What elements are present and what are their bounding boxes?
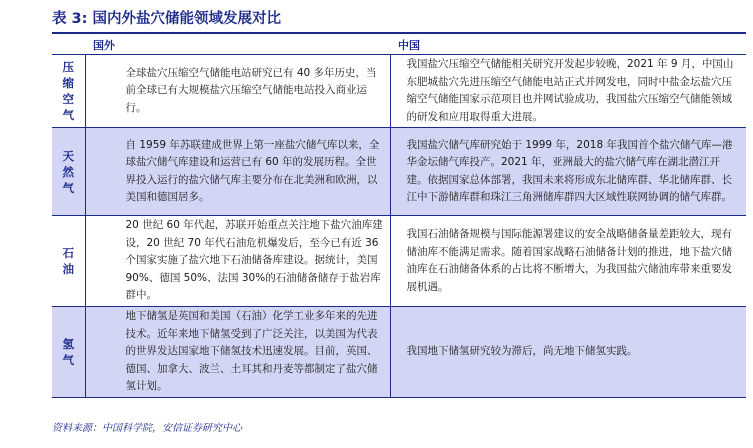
table-title: 表 3: 国内外盐穴储能领域发展对比 [52, 11, 281, 27]
title-underline [52, 32, 746, 34]
table-row-hydrogen [52, 307, 746, 398]
category-label: 石 油 [62, 246, 74, 276]
row-category [52, 307, 85, 398]
cell-china: 我国地下储氢研究较为滞后，尚无地下储氢实践。 [390, 307, 746, 398]
table-row-oil [52, 216, 746, 307]
cell-international: 自 1959 年苏联建成世界上第一座盐穴储气库以来，全球盐穴储气库建设和运营已有 60 年的发展历程。全世界投入运行的盐穴储气库主要分布在北美洲和欧洲，以美国和德国居多。 [85, 128, 390, 216]
header-international: 国外 [85, 35, 390, 55]
header-category [52, 35, 85, 55]
table-row-compressed-air [52, 55, 746, 128]
cell-international: 20 世纪 60 年代起，苏联开始重点关注地下盐穴油库建设，20 世纪 70 年代石油危机爆发后，至今已有近 36 个国家实施了盐穴地下石油储备库建设。据统计，美国 90%、德国 50%、法国 30%的石油储备储存于盐岩库群中。 [85, 216, 390, 307]
table-header-row [52, 35, 746, 55]
header-china: 中国 [390, 35, 746, 55]
row-category [52, 128, 85, 216]
category-label: 氢 气 [62, 337, 74, 367]
cell-international: 全球盐穴压缩空气储能电站研究已有 40 多年历史，当前全球已有大规模盐穴压缩空气储能电站投入商业运行。 [85, 55, 390, 128]
row-category [52, 55, 85, 128]
category-label: 压 缩 空 气 [62, 60, 74, 122]
category-label: 天 然 气 [62, 148, 74, 195]
cell-china: 我国盐穴压缩空气储能相关研究开发起步较晚，2021 年 9 月，中国山东肥城盐穴先进压缩空气储能电站正式并网发电，同时中盐金坛盐穴压缩空气储能国家示范项目也并网试验成功，我国盐穴压缩空气储能领域的研发和应用取得重大进展。 [390, 55, 746, 128]
table-row-natural-gas [52, 128, 746, 216]
source-note: 资料来源：中国科学院，安信证券研究中心 [52, 423, 242, 434]
row-category [52, 216, 85, 307]
cell-china: 我国盐穴储气库研究始于 1999 年，2018 年我国首个盐穴储气库—港华金坛储气库投产。2021 年，亚洲最大的盐穴储气库在湖北潜江开建。依据国家总体部署，我国未来将形成东北储库群、华北储库群、长江中下游储库群和珠江三角洲储库群四大区域性联网协调的储气库群。 [390, 128, 746, 216]
cell-international: 地下储氢是英国和美国（石油）化学工业多年来的先进技术。近年来地下储氢受到了广泛关注，以美国为代表的世界发达国家地下储氢技术迅速发展。目前，英国、德国、加拿大、波兰、土耳其和丹麦等都制定了盐穴储氢计划。 [85, 307, 390, 398]
comparison-table [52, 35, 746, 398]
cell-china: 我国石油储备规模与国际能源署建议的安全战略储备量差距较大，现有储油库不能满足需求。随着国家战略石油储备计划的推进，地下盐穴储油库在石油储备体系的占比将不断增大，为我国盐穴储油库带来重要发展机遇。 [390, 216, 746, 307]
